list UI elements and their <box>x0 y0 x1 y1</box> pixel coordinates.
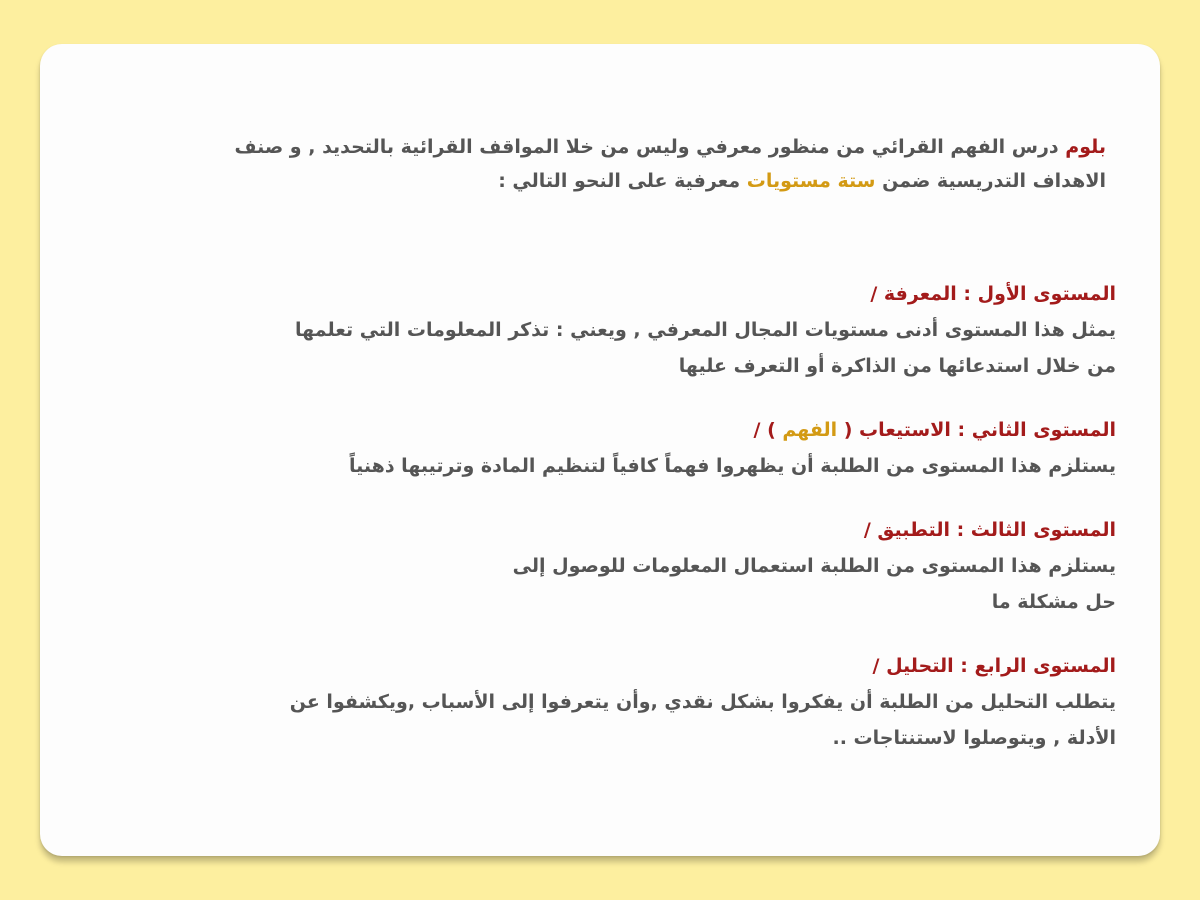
level-title: المستوى الأول : المعرفة / <box>870 283 1116 305</box>
intro-line-1 <box>206 130 1106 164</box>
intro-line-2-end: معرفية على النحو التالي : <box>498 170 747 192</box>
level-comprehension <box>216 412 1116 484</box>
level-title-end: ) / <box>753 419 783 441</box>
level-knowledge <box>216 276 1116 384</box>
level-description: يستلزم هذا المستوى من الطلبة أن يظهروا فهماً كافياً لتنظيم المادة وترتيبها ذهنياً <box>349 455 1116 477</box>
level-title-highlight: الفهم <box>782 419 838 441</box>
author-name: بلوم <box>1065 136 1106 158</box>
level-title: المستوى الرابع : التحليل / <box>872 655 1116 677</box>
level-application <box>216 512 1116 620</box>
level-title: المستوى الثالث : التطبيق / <box>863 519 1116 541</box>
level-description: الأدلة , ويتوصلوا لاستنتاجات .. <box>832 727 1116 749</box>
slide-card <box>40 44 1160 856</box>
level-title <box>216 412 1116 448</box>
levels-list <box>216 276 1116 784</box>
level-analysis <box>216 648 1116 756</box>
six-levels-highlight: ستة مستويات <box>746 170 876 192</box>
level-description: حل مشكلة ما <box>991 591 1116 613</box>
intro-paragraph <box>206 130 1106 198</box>
level-title-start: المستوى الثاني : الاستيعاب ( <box>837 419 1116 441</box>
level-description: يستلزم هذا المستوى من الطلبة استعمال المعلومات للوصول إلى <box>512 555 1116 577</box>
level-description: يتطلب التحليل من الطلبة أن يفكروا بشكل نقدي ,وأن يتعرفوا إلى الأسباب ,ويكشفوا عن <box>289 691 1116 713</box>
level-description: من خلال استدعائها من الذاكرة أو التعرف عليها <box>678 355 1116 377</box>
intro-line-1-text: درس الفهم القرائي من منظور معرفي وليس من خلا المواقف القرائية بالتحديد , و صنف <box>234 136 1066 158</box>
intro-line-2 <box>206 164 1106 198</box>
level-description: يمثل هذا المستوى أدنى مستويات المجال المعرفي , ويعني : تذكر المعلومات التي تعلمها <box>295 319 1116 341</box>
intro-line-2-start: الاهداف التدريسية ضمن <box>875 170 1106 192</box>
